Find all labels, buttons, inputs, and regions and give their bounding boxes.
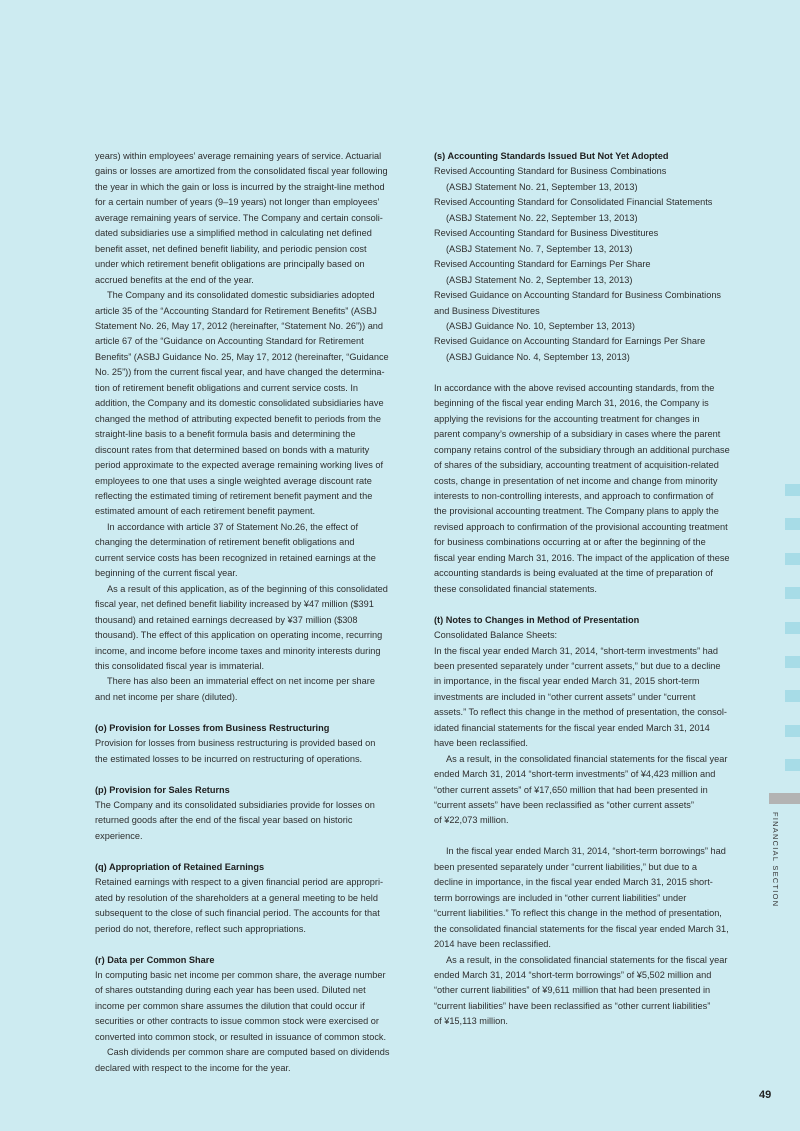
text-line: thousand). The effect of this application on operating income, recurring <box>95 630 383 641</box>
paragraph <box>434 644 754 752</box>
text-line: “other current liabilities” of ¥9,611 million that had been presented in <box>434 985 711 996</box>
section-tab[interactable] <box>785 725 800 737</box>
text-line: beginning of the fiscal year ending March 31, 2016, the Company is <box>434 398 709 409</box>
section-label: FINANCIAL SECTION <box>771 812 780 908</box>
text-line: idated financial statements for the fiscal year ended March 31, 2014 <box>434 722 710 733</box>
text-line: fiscal year, net defined benefit liability increased by ¥47 million ($391 <box>95 599 374 610</box>
text-line: Cash dividends per common share are computed based on dividends <box>107 1047 390 1058</box>
text-line: term borrowings are included in “other current liabilities” under <box>434 892 687 903</box>
text-line: for business combinations occurring at or after the beginning of the <box>434 537 706 548</box>
paragraph <box>95 674 415 705</box>
text-line: estimated amount of each retirement benefit payment. <box>95 506 316 517</box>
paragraph <box>434 752 754 829</box>
text-line: the year in which the gain or loss is incurred by the straight-line method <box>95 181 385 192</box>
paragraph <box>95 288 415 520</box>
text-line: article 35 of the “Accounting Standard for Retirement Benefits” (ASBJ <box>95 305 377 316</box>
paragraph <box>95 736 415 767</box>
text-line: thousand) and retained earnings decreased by ¥37 million ($308 <box>95 614 358 625</box>
text-line: this consolidated fiscal year is immaterial. <box>95 660 265 671</box>
paragraph <box>434 273 754 288</box>
text-line: dated subsidiaries use a simplified method in calculating net defined <box>95 228 372 239</box>
text-line: In the fiscal year ended March 31, 2014, “short-term borrowings” had <box>446 846 726 857</box>
page-number: 49 <box>759 1089 772 1101</box>
paragraph <box>434 242 754 257</box>
text-line: addition, the Company and its domestic consolidated subsidiaries have <box>95 398 384 409</box>
text-line: accounting standards is being evaluated at the time of preparation of <box>434 568 713 579</box>
paragraph <box>434 257 754 272</box>
text-line: in importance, in the fiscal year ended March 31, 2015 short-term <box>434 676 700 687</box>
text-line: ated by resolution of the shareholders at a general meeting to be held <box>95 892 378 903</box>
text-line: income per common share assumes the dilution that could occur if <box>95 1000 365 1011</box>
section <box>95 953 415 1077</box>
section-tab[interactable] <box>785 690 800 702</box>
section <box>434 613 754 829</box>
paragraph <box>95 1045 415 1076</box>
paragraph <box>95 875 415 937</box>
text-line: “current liabilities” have been reclassified as “other current liabilities” <box>434 1000 711 1011</box>
section-heading: (s) Accounting Standards Issued But Not Yet Adopted <box>434 151 669 161</box>
right-column <box>434 149 754 1045</box>
text-line: experience. <box>95 830 143 841</box>
text-line: Retained earnings with respect to a given financial period are appropri- <box>95 877 384 888</box>
text-line: the estimated losses to be incurred on restructuring of operations. <box>95 753 363 764</box>
text-line: period do not, therefore, reflect such appropriations. <box>95 923 306 934</box>
text-line: In accordance with the above revised accounting standards, from the <box>434 382 715 393</box>
paragraph <box>434 844 754 952</box>
section <box>95 149 415 705</box>
text-line: Revised Guidance on Accounting Standard for Business Combinations <box>434 290 722 301</box>
text-line: article 67 of the “Guidance on Accounting Standard for Retirement <box>95 336 364 347</box>
section <box>95 783 415 845</box>
text-line: Revised Accounting Standard for Earnings Per Share <box>434 259 651 270</box>
text-line: of ¥15,113 million. <box>434 1016 508 1027</box>
text-line: interests to non-controlling interests, and approach to confirmation of <box>434 490 714 501</box>
left-column <box>95 149 415 1092</box>
section-tab[interactable] <box>785 518 800 530</box>
paragraph <box>434 211 754 226</box>
text-line: Revised Accounting Standard for Business Divestitures <box>434 228 659 239</box>
text-line: years) within employees’ average remaining years of service. Actuarial <box>95 151 382 161</box>
text-line: of shares outstanding during each year has been used. Diluted net <box>95 985 366 996</box>
paragraph <box>434 195 754 210</box>
text-line: gains or losses are amortized from the consolidated fiscal year following <box>95 166 388 177</box>
section-heading: (p) Provision for Sales Returns <box>95 784 230 795</box>
text-line: under which retirement benefit obligations are principally based on <box>95 259 365 270</box>
text-line: decline in importance, in the fiscal year ended March 31, 2015 short- <box>434 877 713 888</box>
text-line: There has also been an immaterial effect on net income per share <box>107 676 375 687</box>
text-line: In accordance with article 37 of Statement No.26, the effect of <box>107 521 359 532</box>
paragraph <box>95 968 415 1045</box>
text-line: applying the revisions for the accounting treatment for changes in <box>434 413 700 424</box>
text-line: been presented separately under “current assets,” but due to a decline <box>434 660 721 671</box>
text-line: the consolidated financial statements for the fiscal year ended March 31, <box>434 923 729 934</box>
text-line: tion of retirement benefit obligations and current service costs. In <box>95 382 359 393</box>
text-line: The Company and its consolidated subsidiaries provide for losses on <box>95 800 375 811</box>
paragraph <box>434 381 754 597</box>
paragraph <box>434 288 754 319</box>
text-line: As a result of this application, as of the beginning of this consolidated <box>107 583 388 594</box>
text-line: (ASBJ Statement No. 2, September 13, 2013) <box>446 274 633 285</box>
text-line: assets.” To reflect this change in the method of presentation, the consol- <box>434 707 727 718</box>
paragraph <box>434 628 754 643</box>
text-line: the provisional accounting treatment. The Company plans to apply the <box>434 506 719 517</box>
section-heading: (r) Data per Common Share <box>95 954 215 965</box>
text-line: benefit asset, net defined benefit liability, and periodic pension cost <box>95 243 367 254</box>
text-line: fiscal year ending March 31, 2016. The impact of the application of these <box>434 552 730 563</box>
paragraph <box>95 798 415 844</box>
text-line: current service costs has been recognized in retained earnings at the <box>95 552 376 563</box>
text-line: Provision for losses from business restructuring is provided based on <box>95 738 376 749</box>
paragraph <box>95 520 415 582</box>
text-line: income, and income before income taxes and minority interests during <box>95 645 381 656</box>
text-line: these consolidated financial statements. <box>434 583 597 594</box>
text-line: been presented separately under “current liabilities,” but due to a <box>434 861 698 872</box>
section-tab-financial-active[interactable] <box>769 793 800 804</box>
section-heading: (q) Appropriation of Retained Earnings <box>95 861 265 872</box>
paragraph <box>434 180 754 195</box>
text-line: average remaining years of service. The Company and certain consoli- <box>95 212 383 223</box>
text-line: Revised Accounting Standard for Business Combinations <box>434 166 667 177</box>
section <box>434 149 754 365</box>
text-line: ended March 31, 2014 “short-term borrowings” of ¥5,502 million and <box>434 970 712 981</box>
paragraph <box>95 582 415 675</box>
text-line: and Business Divestitures <box>434 305 540 316</box>
text-line: of ¥22,073 million. <box>434 815 509 826</box>
section <box>434 381 754 597</box>
text-line: costs, change in presentation of net income and change from minority <box>434 475 718 486</box>
paragraph <box>434 319 754 334</box>
text-line: (ASBJ Guidance No. 10, September 13, 2013) <box>446 320 635 331</box>
paragraph <box>434 226 754 241</box>
text-line: straight-line basis to a benefit formula basis and determining the <box>95 429 356 440</box>
paragraph <box>434 953 754 1030</box>
text-line: 2014 have been reclassified. <box>434 939 551 950</box>
text-line: of shares of the subsidiary, accounting treatment of acquisition-related <box>434 460 719 471</box>
text-line: “other current assets” of ¥17,650 million that had been presented in <box>434 784 708 795</box>
text-line: (ASBJ Statement No. 7, September 13, 2013) <box>446 243 633 254</box>
text-line: Consolidated Balance Sheets: <box>434 630 558 641</box>
section-tab[interactable] <box>785 484 800 496</box>
text-line: (ASBJ Guidance No. 4, September 13, 2013) <box>446 351 630 362</box>
text-line: securities or other contracts to issue common stock were exercised or <box>95 1016 379 1027</box>
section-tab[interactable] <box>785 759 800 771</box>
section-heading: (o) Provision for Losses from Business Restructuring <box>95 722 330 733</box>
text-line: As a result, in the consolidated financial statements for the fiscal year <box>446 954 728 965</box>
section-tab[interactable] <box>785 622 800 634</box>
text-line: revised approach to confirmation of the provisional accounting treatment <box>434 521 728 532</box>
text-line: beginning of the current fiscal year. <box>95 568 238 579</box>
text-line: converted into common stock, or resulted in issuance of common stock. <box>95 1031 387 1042</box>
text-line: have been reclassified. <box>434 738 528 749</box>
text-line: subsequent to the close of such financial period. The accounts for that <box>95 908 380 919</box>
paragraph <box>434 164 754 179</box>
section <box>434 844 754 1029</box>
text-line: parent company’s ownership of a subsidiary in cases where the parent <box>434 429 721 440</box>
text-line: In computing basic net income per common share, the average number <box>95 970 386 981</box>
text-line: “current liabilities.” To reflect this change in the method of presentation, <box>434 908 722 919</box>
text-line: changed the method of attributing expected benefit to periods from the <box>95 413 382 424</box>
section <box>95 721 415 767</box>
text-line: and net income per share (diluted). <box>95 691 238 702</box>
section-heading: (t) Notes to Changes in Method of Presentation <box>434 614 640 625</box>
text-line: No. 25”)) from the current fiscal year, and have changed the determina- <box>95 367 385 378</box>
text-line: (ASBJ Statement No. 21, September 13, 2013) <box>446 181 638 192</box>
section-tab[interactable] <box>785 587 800 599</box>
paragraph <box>434 334 754 349</box>
text-line: for a certain number of years (9–19 years) not longer than employees’ <box>95 197 380 208</box>
section <box>95 860 415 937</box>
text-line: investments are included in “other current assets” under “current <box>434 691 696 702</box>
section-tab[interactable] <box>785 553 800 565</box>
text-line: accrued benefits at the end of the year. <box>95 274 254 285</box>
text-line: Statement No. 26, May 17, 2012 (hereinafter, “Statement No. 26”)) and <box>95 320 384 331</box>
text-line: employees to one that uses a single weighted average discount rate <box>95 475 372 486</box>
section-tab[interactable] <box>785 656 800 668</box>
text-line: ended March 31, 2014 “short-term investments” of ¥4,423 million and <box>434 769 716 780</box>
text-line: In the fiscal year ended March 31, 2014, “short-term investments” had <box>434 645 718 656</box>
text-line: period approximate to the expected average remaining working lives of <box>95 460 384 471</box>
text-line: reflecting the estimated timing of retirement benefit payment and the <box>95 490 373 501</box>
text-line: company retains control of the subsidiary through an additional purchase <box>434 444 730 455</box>
paragraph <box>95 149 415 288</box>
text-line: (ASBJ Statement No. 22, September 13, 2013) <box>446 212 638 223</box>
text-line: Revised Guidance on Accounting Standard for Earnings Per Share <box>434 336 706 347</box>
text-line: discount rates from that determined based on bonds with a maturity <box>95 444 370 455</box>
text-line: returned goods after the end of the fiscal year based on historic <box>95 815 353 826</box>
text-line: Revised Accounting Standard for Consolidated Financial Statements <box>434 197 713 208</box>
text-line: declared with respect to the income for the year. <box>95 1062 291 1073</box>
text-line: The Company and its consolidated domestic subsidiaries adopted <box>107 290 375 301</box>
text-line: “current assets” have been reclassified as “other current assets” <box>434 800 694 811</box>
text-line: changing the determination of retirement benefit obligations and <box>95 537 355 548</box>
paragraph <box>434 350 754 365</box>
text-line: Benefits” (ASBJ Guidance No. 25, May 17, 2012 (hereinafter, “Guidance <box>95 351 389 362</box>
text-line: As a result, in the consolidated financial statements for the fiscal year <box>446 753 728 764</box>
